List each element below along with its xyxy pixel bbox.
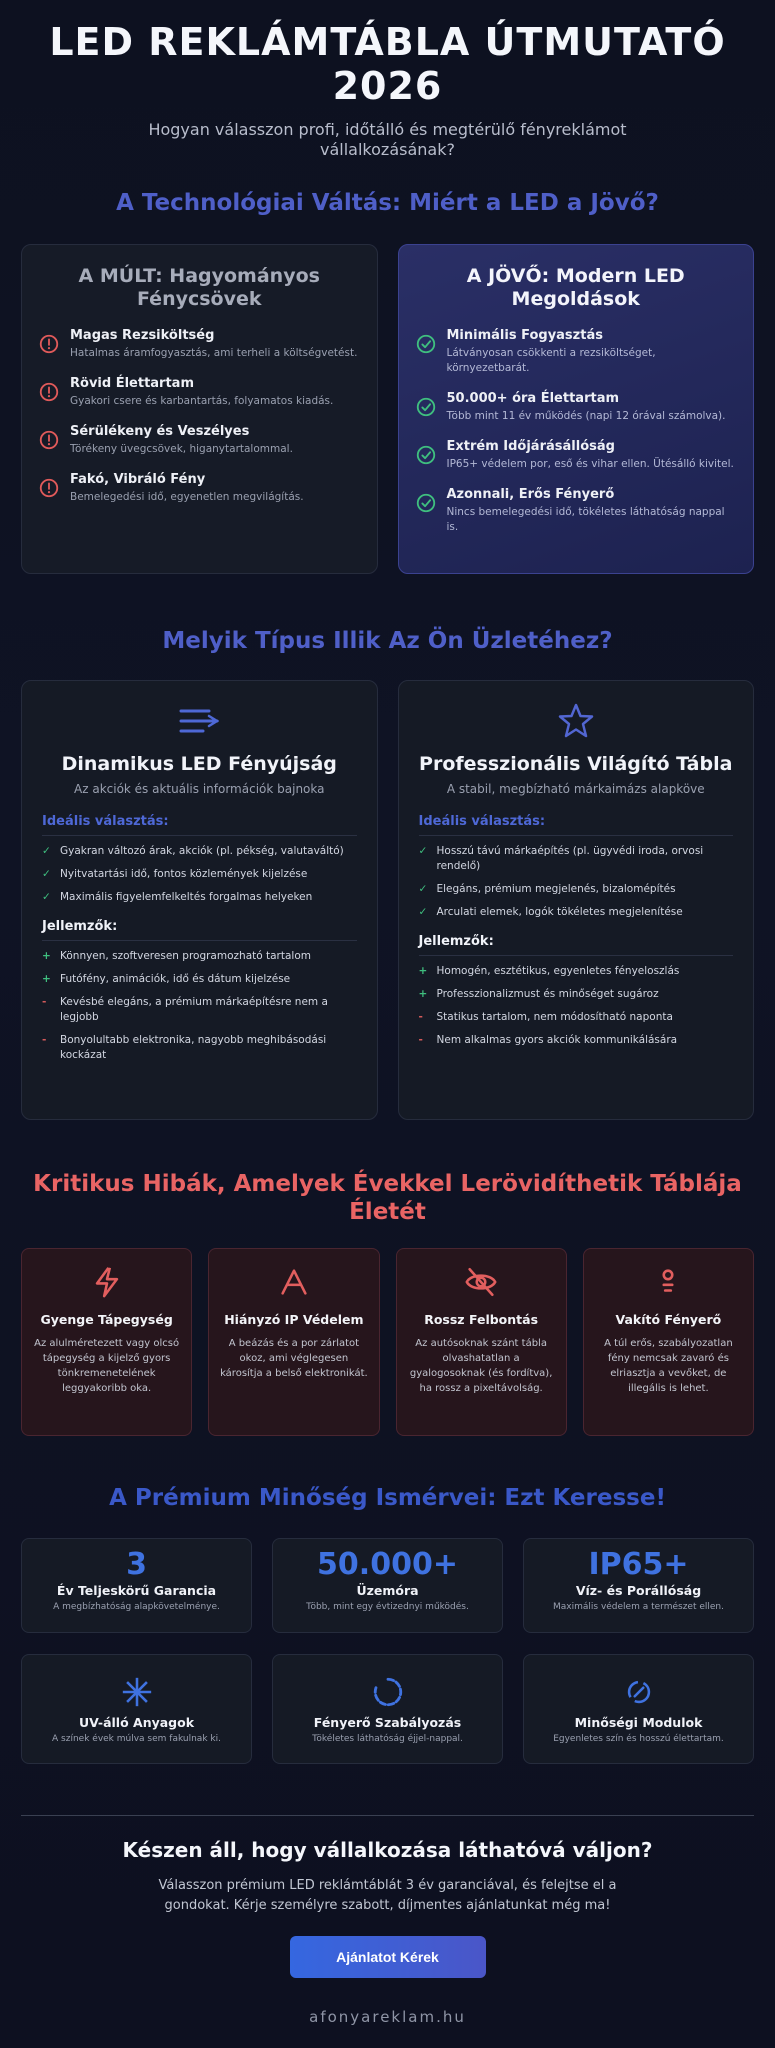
past-item-text xyxy=(70,423,293,457)
professional-feature-list-text: Statikus tartalom, nem módosítható naponta xyxy=(436,1011,673,1023)
professional-features-list xyxy=(419,964,734,1048)
mistakes-grid xyxy=(21,1248,754,1436)
professional-card-subtitle: A stabil, megbízható márkaimázs alapköve xyxy=(446,782,705,796)
future-card-title: A JÖVŐ: Modern LED Megoldások xyxy=(466,265,685,310)
minus-icon: - xyxy=(418,1011,423,1023)
glare-icon xyxy=(651,1265,685,1299)
cta-text: Válasszon prémium LED reklámtáblát 3 év garanciával, és felejtse el a gondokat. Kérje személyre szabott, díjmentes ajánlatunkat még ma! xyxy=(158,1878,617,1913)
dynamic-feature-list-item xyxy=(42,1033,357,1063)
past-item-desc: Hatalmas áramfogyasztás, ami terheli a költségvetést. xyxy=(70,347,358,359)
mistake-card-title: Gyenge Tápegység xyxy=(40,1312,173,1327)
professional-feature-list-text: Nem alkalmas gyors akciók kommunikálására xyxy=(436,1034,678,1046)
plus-icon: + xyxy=(418,965,428,977)
professional-feature-list-item xyxy=(419,987,734,1002)
types-comparison xyxy=(21,680,754,1120)
premium-stats-row xyxy=(21,1538,754,1633)
mistake-card-desc: Az autósoknak szánt tábla olvashatatlan a gyalogosoknak (és fordítva), ha rossz a pixeltávolság. xyxy=(409,1338,553,1394)
alert-icon xyxy=(38,429,60,451)
premium-stat-desc: Több, mint egy évtizednyi működés. xyxy=(306,1602,469,1612)
plus-icon: + xyxy=(42,950,51,962)
mistake-card-desc: Az alulméretezett vagy olcsó tápegység a kijelző gyors tönkremenetelének leggyakoribb oka. xyxy=(34,1338,180,1394)
dynamic-ideal-label: Ideális választás: xyxy=(42,814,357,836)
mistake-card-desc: A túl erős, szabályozatlan fény nemcsak zavaró és elriasztja a vevőket, de illegális is lehet. xyxy=(604,1338,733,1394)
alert-icon xyxy=(38,381,60,403)
section-divider xyxy=(21,1815,754,1816)
professional-ideal-label: Ideális választás: xyxy=(419,814,734,836)
check-circle-icon xyxy=(415,333,437,355)
types-section-title: Melyik Típus Illik Az Ön Üzletéhez? xyxy=(162,628,613,654)
past-item-desc: Törékeny üvegcsövek, higanytartalommal. xyxy=(70,443,293,455)
professional-ideal-list xyxy=(419,844,734,920)
check-circle-icon xyxy=(415,492,437,514)
check-icon: ✓ xyxy=(42,845,51,857)
dynamic-ideal-list-text: Gyakran változó árak, akciók (pl. pékség, valutaváltó) xyxy=(60,845,344,857)
check-circle-icon xyxy=(415,492,437,514)
professional-ideal-list-text: Arculati elemek, logók tökéletes megjelenítése xyxy=(436,906,683,918)
cta-section xyxy=(21,1838,754,1978)
mistake-card xyxy=(396,1248,567,1436)
check-icon: ✓ xyxy=(42,891,51,903)
future-item-text xyxy=(447,390,726,424)
premium-stat-desc: A megbízhatóság alapkövetelménye. xyxy=(53,1602,220,1612)
minus-icon: - xyxy=(418,1034,423,1046)
past-item-desc: Gyakori csere és karbantartás, folyamatos kiadás. xyxy=(70,395,334,407)
future-item-desc: Több mint 11 év működés (napi 12 órával számolva). xyxy=(446,410,726,422)
mistake-card-desc: A beázás és a por zárlatot okoz, ami véglegesen károsítja a belső elektronikát. xyxy=(220,1338,368,1379)
premium-feature-desc: Egyenletes szín és hosszú élettartam. xyxy=(553,1734,724,1744)
past-item xyxy=(38,327,361,361)
alert-icon xyxy=(38,333,60,355)
alert-icon xyxy=(38,333,60,355)
professional-ideal-list-text: Hosszú távú márkaépítés (pl. ügyvédi iroda, orvosi rendelő) xyxy=(436,845,704,872)
dynamic-feature-list-item xyxy=(42,972,357,987)
professional-feature-list-text: Homogén, esztétikus, egyenletes fényeloszlás xyxy=(436,965,680,977)
premium-feature-card xyxy=(272,1654,503,1764)
future-item-desc: Látványosan csökkenti a rezsiköltséget, környezetbarát. xyxy=(446,347,656,374)
premium-feature-desc: A színek évek múlva sem fakulnak ki. xyxy=(52,1734,221,1744)
lightning-icon xyxy=(90,1265,124,1299)
premium-stat-value: 3 xyxy=(126,1547,147,1582)
future-item-desc: IP65+ védelem por, eső és vihar ellen. Ütésálló kivitel. xyxy=(446,458,734,470)
past-item-title: Rövid Élettartam xyxy=(70,376,195,391)
past-item-text xyxy=(70,327,357,361)
premium-feature-title: UV-álló Anyagok xyxy=(78,1715,195,1730)
future-item-text xyxy=(447,438,734,472)
premium-stat-card xyxy=(21,1538,252,1633)
premium-stat-desc: Maximális védelem a természet ellen. xyxy=(553,1602,724,1612)
past-item-title: Magas Rezsiköltség xyxy=(70,328,215,343)
check-circle-icon xyxy=(415,396,437,418)
future-card xyxy=(398,244,755,574)
check-circle-icon xyxy=(415,333,437,355)
dynamic-feature-list-item xyxy=(42,995,357,1025)
alert-icon xyxy=(38,381,60,403)
mistakes-section-title: Kritikus Hibák, Amelyek Évekkel Lerövidíthetik Táblája Életét xyxy=(33,1171,742,1225)
premium-feature-card xyxy=(21,1654,252,1764)
professional-ideal-list-item xyxy=(419,882,734,897)
footer-domain[interactable]: afonyareklam.hu xyxy=(309,2008,466,2026)
check-icon: ✓ xyxy=(42,868,51,880)
mistake-card xyxy=(208,1248,379,1436)
past-item-title: Sérülékeny és Veszélyes xyxy=(70,424,250,439)
eye-off-icon xyxy=(464,1265,498,1299)
star-icon xyxy=(556,703,596,739)
professional-feature-list-text: Professzionalizmust és minőséget sugároz xyxy=(436,988,659,1000)
professional-card-title: Professzionális Világító Tábla xyxy=(419,753,733,775)
minus-icon: - xyxy=(42,996,47,1008)
past-item-text xyxy=(70,471,304,505)
future-item-desc: Nincs bemelegedési idő, tökéletes láthatóság nappal is. xyxy=(446,506,725,533)
professional-feature-list-item xyxy=(419,964,734,979)
dynamic-features-label: Jellemzők: xyxy=(42,919,357,941)
mistake-card xyxy=(21,1248,192,1436)
past-item xyxy=(38,375,361,409)
check-icon: ✓ xyxy=(418,883,428,895)
dynamic-card-title: Dinamikus LED Fényújság xyxy=(61,753,337,775)
plus-icon: + xyxy=(42,973,51,985)
mistake-card-title: Vakító Fényerő xyxy=(615,1312,722,1327)
dynamic-ideal-list xyxy=(42,844,357,905)
page-title: LED REKLÁMTÁBLA ÚTMUTATÓ 2026 xyxy=(49,20,726,108)
past-item-title: Fakó, Vibráló Fény xyxy=(70,472,206,487)
page-subtitle: Hogyan válasszon profi, időtálló és megtérülő fényreklámot vállalkozásának? xyxy=(148,120,627,159)
past-card xyxy=(21,244,378,574)
premium-features-row xyxy=(21,1654,754,1764)
dynamic-ideal-list-text: Maximális figyelemfelkeltés forgalmas helyeken xyxy=(60,891,313,903)
future-item xyxy=(415,390,738,424)
request-quote-button[interactable]: Ajánlatot Kérek xyxy=(290,1936,486,1978)
future-item-title: Minimális Fogyasztás xyxy=(446,328,603,343)
premium-stat-card xyxy=(523,1538,754,1633)
mistake-card-title: Rossz Felbontás xyxy=(424,1312,539,1327)
dynamic-feature-list-text: Kevésbé elegáns, a prémium márkaépítésre nem a legjobb xyxy=(60,996,328,1023)
future-item-title: Azonnali, Erős Fényerő xyxy=(446,487,615,502)
future-item-text xyxy=(447,327,738,376)
tech-comparison xyxy=(21,244,754,574)
professional-ideal-list-item xyxy=(419,905,734,920)
premium-feature-desc: Tökéletes láthatóság éjjel-nappal. xyxy=(312,1734,463,1744)
tech-section-title: A Technológiai Váltás: Miért a LED a Jövő? xyxy=(116,190,659,216)
premium-stat-card xyxy=(272,1538,503,1633)
professional-sign-card xyxy=(398,680,755,1120)
future-item xyxy=(415,438,738,472)
future-item xyxy=(415,486,738,535)
dynamic-led-card xyxy=(21,680,378,1120)
premium-feature-title: Fényerő Szabályozás xyxy=(313,1715,462,1730)
professional-ideal-list-text: Elegáns, prémium megjelenés, bizalomépítés xyxy=(436,883,676,895)
plus-icon: + xyxy=(418,988,428,1000)
alert-icon xyxy=(38,477,60,499)
dynamic-feature-list-text: Futófény, animációk, idő és dátum kijelzése xyxy=(60,973,291,985)
dimmer-icon xyxy=(371,1675,405,1709)
drop-icon xyxy=(277,1265,311,1299)
mistake-card xyxy=(583,1248,754,1436)
professional-feature-list-item xyxy=(419,1033,734,1048)
lines-icon xyxy=(179,703,219,739)
past-card-title: A MÚLT: Hagyományos Fénycsövek xyxy=(78,265,320,310)
dynamic-feature-list-item xyxy=(42,949,357,964)
alert-icon xyxy=(38,429,60,451)
future-item-title: 50.000+ óra Élettartam xyxy=(446,391,620,406)
check-icon: ✓ xyxy=(418,906,428,918)
dynamic-ideal-list-item xyxy=(42,890,357,905)
hero-header xyxy=(21,0,754,160)
dynamic-ideal-list-text: Nyitvatartási idő, fontos közlemények kijelzése xyxy=(60,868,308,880)
past-item-text xyxy=(70,375,333,409)
premium-stat-title: Üzemóra xyxy=(356,1583,419,1598)
past-item xyxy=(38,423,361,457)
premium-stat-title: Víz- és Porállóság xyxy=(575,1583,702,1598)
future-item xyxy=(415,327,738,376)
past-item-desc: Bemelegedési idő, egyenetlen megvilágítás. xyxy=(70,491,304,503)
check-circle-icon xyxy=(415,444,437,466)
check-icon: ✓ xyxy=(418,845,428,857)
premium-stat-title: Év Teljeskörű Garancia xyxy=(56,1583,217,1598)
professional-ideal-list-item xyxy=(419,844,734,874)
professional-feature-list-item xyxy=(419,1010,734,1025)
dynamic-ideal-list-item xyxy=(42,867,357,882)
dynamic-ideal-list-item xyxy=(42,844,357,859)
premium-stat-value: 50.000+ xyxy=(317,1547,458,1582)
mistake-card-title: Hiányzó IP Védelem xyxy=(224,1312,364,1327)
premium-feature-card xyxy=(523,1654,754,1764)
check-circle-icon xyxy=(415,444,437,466)
past-item xyxy=(38,471,361,505)
premium-feature-title: Minőségi Modulok xyxy=(574,1715,703,1730)
cta-title: Készen áll, hogy vállalkozása láthatóvá váljon? xyxy=(122,1838,653,1862)
premium-section-title: A Prémium Minőség Ismérvei: Ezt Keresse! xyxy=(109,1485,666,1511)
dynamic-feature-list-text: Könnyen, szoftveresen programozható tartalom xyxy=(60,950,311,962)
check-circle-icon xyxy=(415,396,437,418)
sun-icon xyxy=(120,1675,154,1709)
alert-icon xyxy=(38,477,60,499)
quality-icon xyxy=(622,1675,656,1709)
premium-stat-value: IP65+ xyxy=(588,1547,689,1582)
future-item-title: Extrém Időjárásállóság xyxy=(446,439,615,454)
dynamic-features-list xyxy=(42,949,357,1063)
future-item-text xyxy=(447,486,738,535)
minus-icon: - xyxy=(42,1034,47,1046)
professional-features-label: Jellemzők: xyxy=(419,934,734,956)
dynamic-card-subtitle: Az akciók és aktuális információk bajnoka xyxy=(74,782,325,796)
dynamic-feature-list-text: Bonyolultabb elektronika, nagyobb meghibásodási kockázat xyxy=(60,1034,327,1061)
